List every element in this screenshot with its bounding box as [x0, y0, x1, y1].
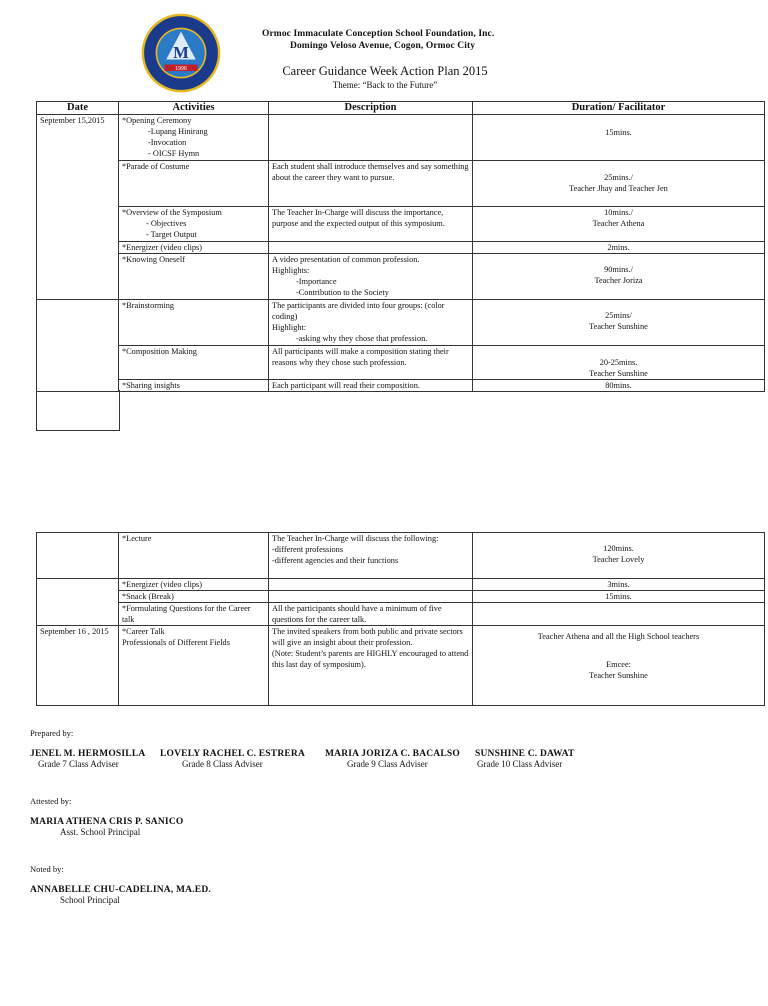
action-plan-table-2 [36, 532, 765, 706]
header-duration: Duration/ Facilitator [473, 102, 765, 115]
description-cell: The Teacher In-Charge will discuss the importance, purpose and the expected output of this symposium. [269, 207, 473, 242]
signatory-name: LOVELY RACHEL C. ESTRERA [160, 749, 306, 759]
duration-cell: 80mins. [473, 380, 765, 392]
highlight-item: -Importance [296, 277, 337, 286]
sub-item: -Invocation [148, 138, 187, 147]
date-cell: September 15,2015 [37, 115, 119, 300]
activity-cell: *Knowing Oneself [119, 254, 269, 300]
highlights-label: Highlights: [272, 266, 310, 275]
signatory-block [30, 749, 145, 769]
description-cell: All the participants should have a minimum of five questions for the career talk. [269, 603, 473, 626]
duration-cell [473, 300, 765, 346]
signatory-name: MARIA ATHENA CRIS P. SANICO [30, 817, 184, 827]
facilitator-text: Teacher Sunshine [589, 369, 648, 378]
activity-cell: *Snack (Break) [119, 591, 269, 603]
table-row [37, 161, 765, 207]
duration-cell [473, 346, 765, 380]
signatory-position: Asst. School Principal [60, 827, 141, 837]
signatory-position: Grade 9 Class Adviser [347, 759, 428, 769]
lecture-item: -different professions [272, 545, 344, 554]
prepared-by-label: Prepared by: [30, 728, 74, 738]
table-row [37, 579, 765, 591]
duration-cell [473, 207, 765, 242]
duration-cell [473, 115, 765, 161]
highlight-label: Highlight: [272, 323, 307, 332]
signatory-position: Grade 8 Class Adviser [182, 759, 263, 769]
description-cell: Each participant will read their composition. [269, 380, 473, 392]
table-row [37, 115, 765, 161]
description-cell [269, 579, 473, 591]
description-cell: All participants will make a composition stating their reasons why they chose such profession. [269, 346, 473, 380]
duration-cell [473, 254, 765, 300]
description-cell [269, 626, 473, 706]
signatory-name: MARIA JORIZA C. BACALSO [325, 749, 460, 759]
description-text: A video presentation of common profession. [272, 255, 420, 264]
header-description: Description [269, 102, 473, 115]
sub-item: - Objectives [146, 219, 187, 228]
emcee-label: Emcee: [606, 660, 631, 669]
attested-by-label: Attested by: [30, 796, 72, 806]
duration-text: 20-25mins. [599, 358, 638, 367]
description-cell: Each student shall introduce themselves and say something about the career they want to pursue. [269, 161, 473, 207]
duration-cell: 3mins. [473, 579, 765, 591]
activity-cell: *Lecture [119, 533, 269, 579]
table-row [37, 591, 765, 603]
duration-text: 10mins./ [604, 208, 633, 217]
date-cell: September 16 , 2015 [37, 626, 119, 706]
activity-cell: *Brainstorming [119, 300, 269, 346]
noted-by-label: Noted by: [30, 864, 64, 874]
duration-text: 90mins./ [604, 265, 633, 274]
table-row [37, 254, 765, 300]
table-row [37, 626, 765, 706]
activity-label: *Career Talk [122, 627, 165, 636]
signatory-block [325, 749, 460, 769]
table-row [37, 300, 765, 346]
description-cell [269, 533, 473, 579]
table-header-row [37, 102, 765, 115]
description-cell [269, 591, 473, 603]
table-row [37, 207, 765, 242]
emcee-name: Teacher Sunshine [589, 671, 648, 680]
description-cell [269, 242, 473, 254]
note-text: (Note: Student’s parents are HIGHLY encouraged to attend this last day of symposium). [272, 649, 469, 669]
facilitator-text: Teacher Joriza [594, 276, 643, 285]
activity-label: *Overview of the Symposium [122, 208, 222, 217]
action-plan-table-1 [36, 101, 765, 392]
header-date: Date [37, 102, 119, 115]
signatory-block [30, 817, 183, 837]
highlight-item: -asking why they chose that profession. [296, 334, 428, 343]
duration-cell [473, 533, 765, 579]
activity-cell: *Parade of Costume [119, 161, 269, 207]
activity-cell [119, 207, 269, 242]
description-cell [269, 254, 473, 300]
activity-sub: Professionals of Different Fields [122, 638, 230, 647]
page-title: Career Guidance Week Action Plan 2015 [282, 64, 488, 78]
date-cell [37, 533, 119, 579]
activity-cell: *Energizer (video clips) [119, 579, 269, 591]
table-row [37, 242, 765, 254]
activity-cell: *Composition Making [119, 346, 269, 380]
signatory-position: School Principal [60, 895, 120, 905]
table-row [37, 346, 765, 380]
duration-cell [473, 161, 765, 207]
facilitator-text: Teacher Athena and all the High School teachers [537, 632, 700, 641]
duration-cell: 2mins. [473, 242, 765, 254]
sub-item: - OICSF Hymn [148, 149, 200, 158]
school-seal-icon [140, 12, 222, 94]
description-cell [269, 300, 473, 346]
sub-item: - Target Output [146, 230, 197, 239]
highlight-item: -Contribution to the Society [296, 288, 389, 297]
activity-cell: *Formulating Questions for the Career talk [119, 603, 269, 626]
lecture-item: -different agencies and their functions [272, 556, 399, 565]
duration-cell: 15mins. [473, 591, 765, 603]
signatory-block [475, 749, 575, 769]
duration-cell [473, 603, 765, 626]
table-row [37, 380, 765, 392]
facilitator-text: Teacher Athena [592, 219, 645, 228]
signatory-block [30, 885, 211, 905]
signatory-name: JENEL M. HERMOSILLA [30, 749, 146, 759]
sub-item: -Lupang Hinirang [148, 127, 208, 136]
description-text: The Teacher In-Charge will discuss the following: [272, 534, 439, 543]
activity-label: *Opening Ceremony [122, 116, 192, 125]
date-cell [37, 300, 119, 392]
facilitator-text: Teacher Jhay and Teacher Jen [569, 184, 668, 193]
signatory-block [160, 749, 305, 769]
signatory-position: Grade 7 Class Adviser [38, 759, 119, 769]
svg-text:M: M [173, 42, 189, 62]
description-text: The invited speakers from both public and private sectors will give an insight about their profession. [272, 627, 463, 647]
org-address: Domingo Veloso Avenue, Cogon, Ormoc City [290, 41, 476, 51]
facilitator-text: Teacher Sunshine [589, 322, 648, 331]
facilitator-text: Teacher Lovely [592, 555, 645, 564]
description-cell [269, 115, 473, 161]
duration-text: 15mins. [605, 128, 632, 137]
activity-cell: *Sharing insights [119, 380, 269, 392]
activity-cell [119, 626, 269, 706]
date-cell [37, 579, 119, 626]
seal-year: 1996 [175, 66, 187, 73]
table-row [37, 533, 765, 579]
signatory-name: SUNSHINE C. DAWAT [475, 749, 575, 759]
signatory-position: Grade 10 Class Adviser [477, 759, 563, 769]
blank-date-cell [36, 390, 120, 431]
org-name: Ormoc Immaculate Conception School Foundation, Inc. [262, 29, 495, 39]
description-text: The participants are divided into four groups: (color coding) [272, 301, 445, 321]
duration-cell [473, 626, 765, 706]
duration-text: 25mins/ [605, 311, 632, 320]
page-theme: Theme: “Back to the Future” [332, 80, 438, 90]
duration-text: 120mins. [603, 544, 634, 553]
duration-text: 25mins./ [604, 173, 633, 182]
header-activities: Activities [119, 102, 269, 115]
signatory-name: ANNABELLE CHU-CADELINA, MA.ED. [30, 885, 211, 895]
table-row [37, 603, 765, 626]
activity-cell: *Energizer (video clips) [119, 242, 269, 254]
activity-cell [119, 115, 269, 161]
